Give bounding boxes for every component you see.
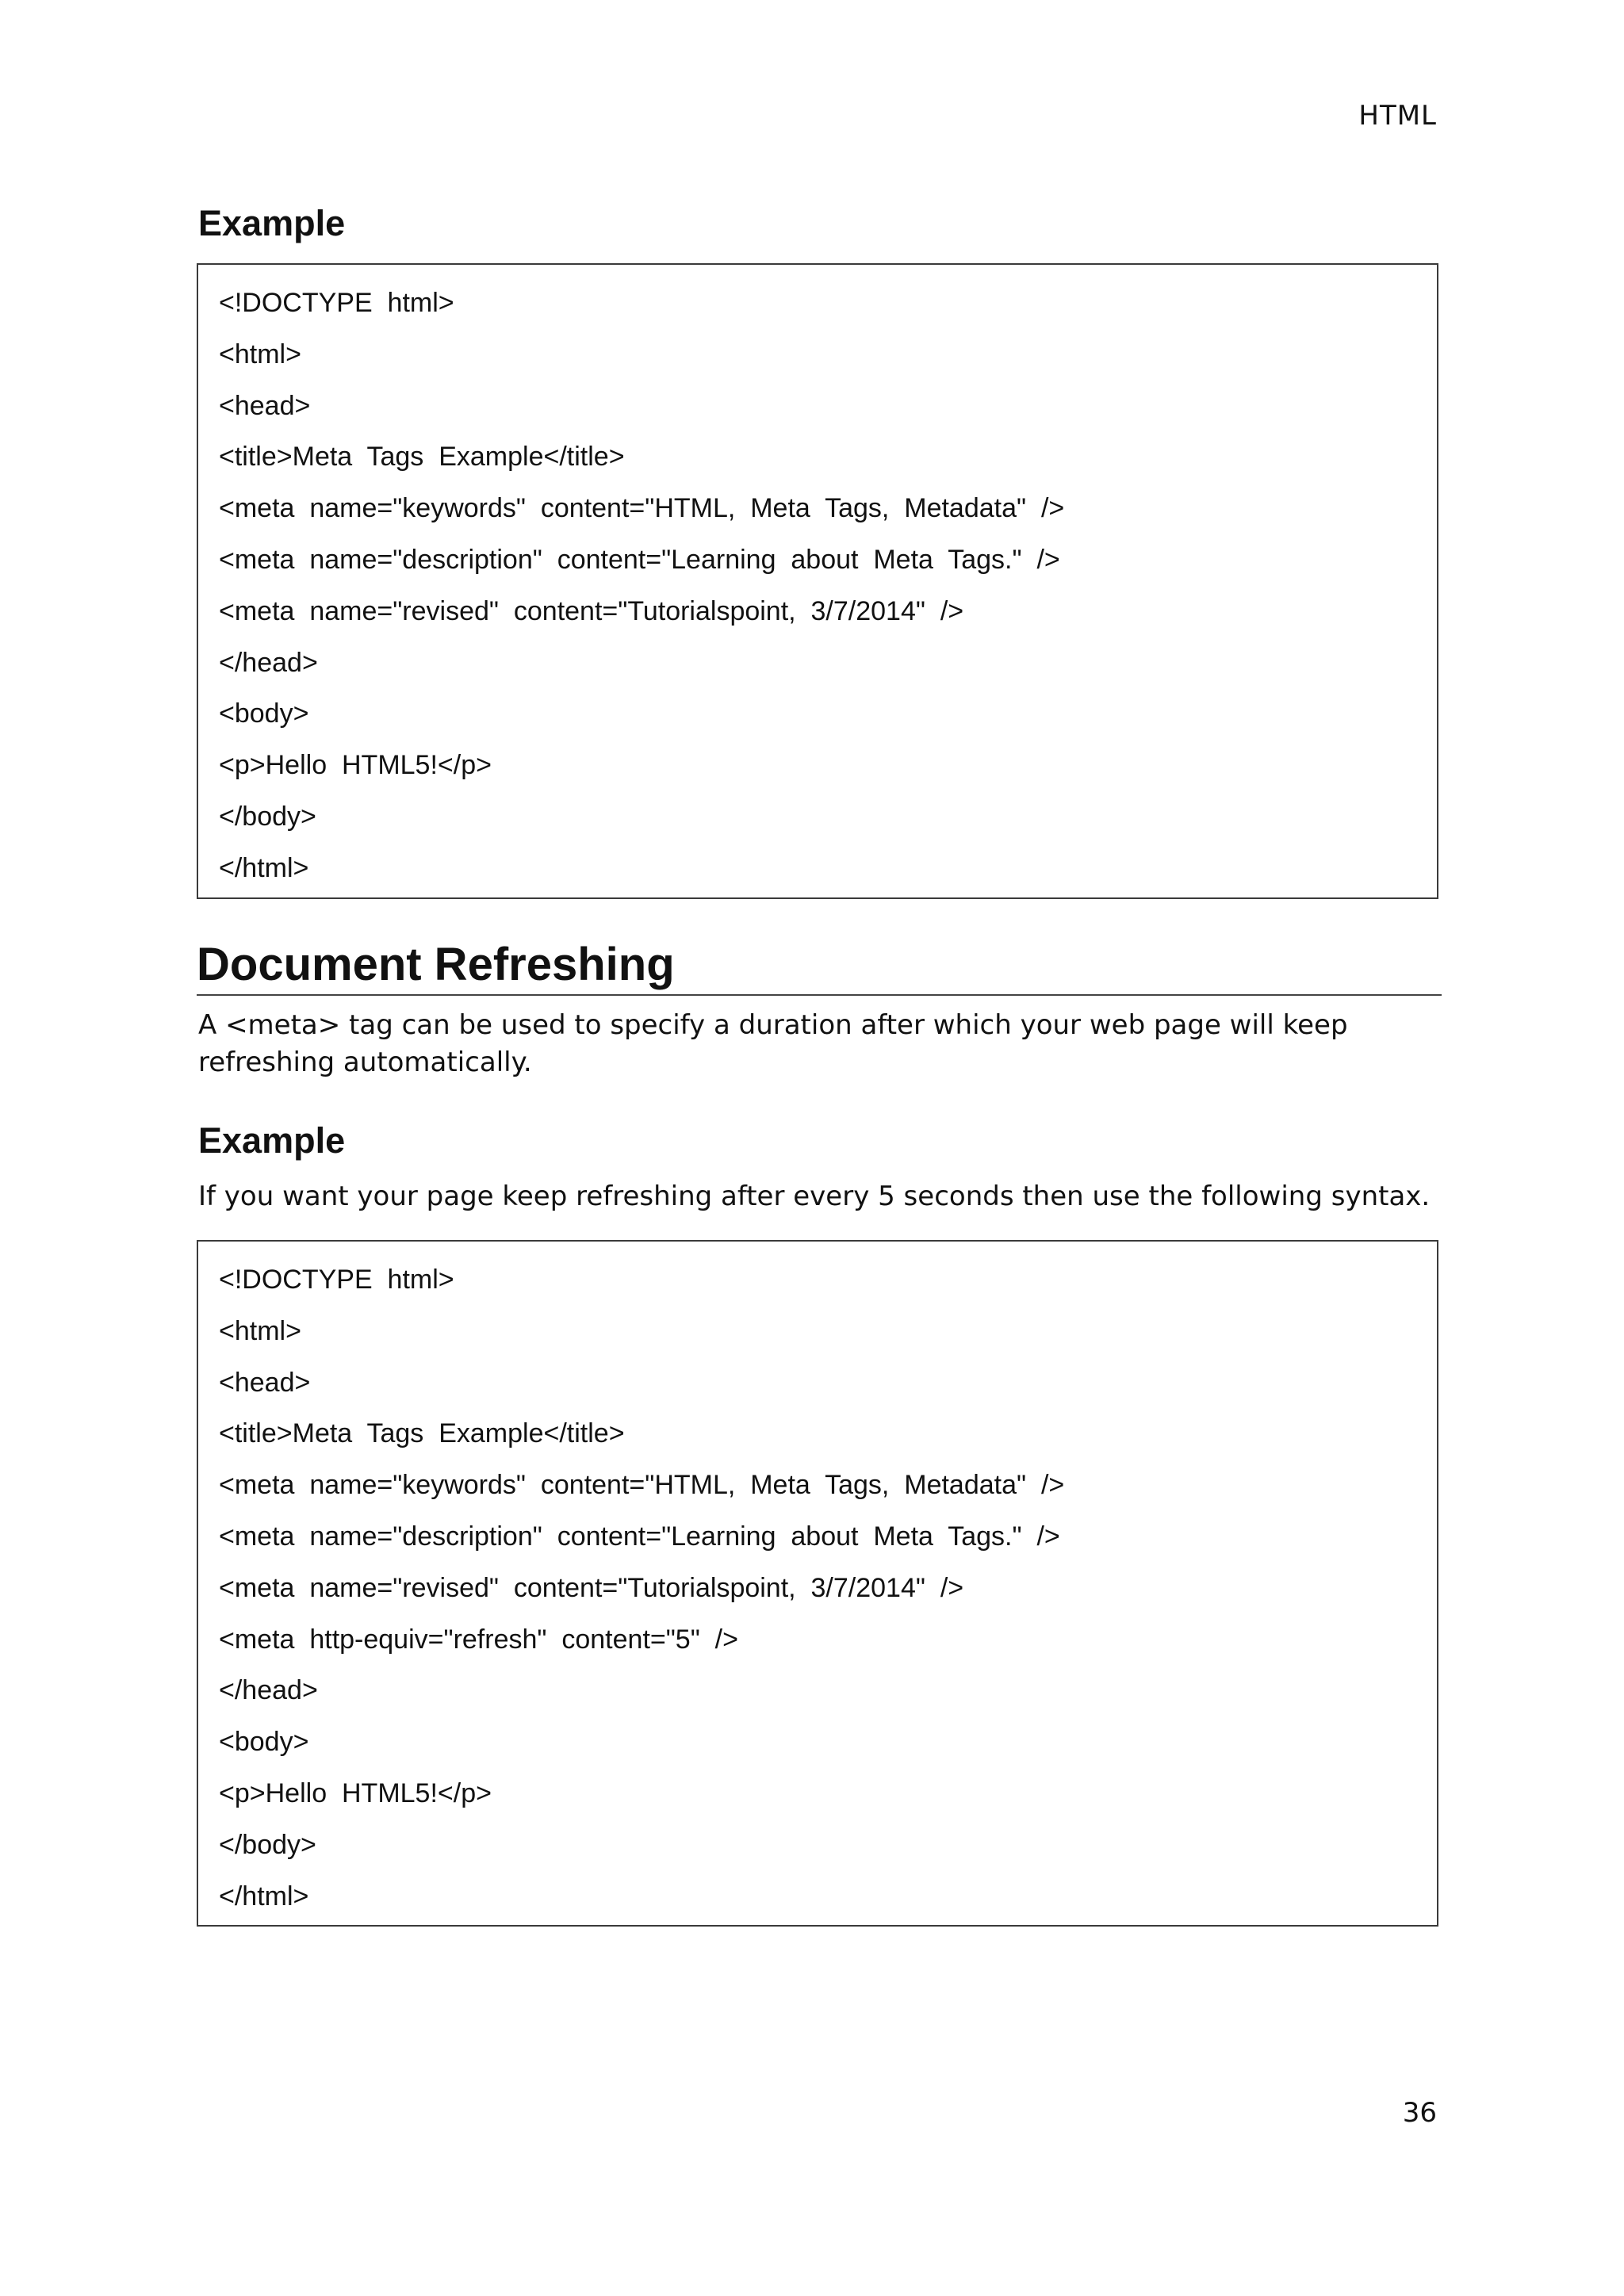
code-line: <meta name="revised" content="Tutorialspoint, 3/7/2014" />: [219, 1572, 964, 1603]
example-intro-text: If you want your page keep refreshing after every 5 seconds then use the following syntax.: [198, 1181, 1431, 1212]
code-line: <title>Meta Tags Example</title>: [219, 1418, 625, 1449]
code-line: <meta name="keywords" content="HTML, Meta Tags, Metadata" />: [219, 1470, 1065, 1501]
code-line: <meta name="keywords" content="HTML, Meta Tags, Metadata" />: [219, 493, 1065, 524]
code-line: <!DOCTYPE html>: [219, 288, 454, 318]
example-heading-2: Example: [198, 1120, 346, 1161]
section-paragraph: A <meta> tag can be used to specify a duration after which your web page will keep refreshing automatically.: [198, 1009, 1348, 1078]
code-line: <p>Hello HTML5!</p>: [219, 1777, 492, 1808]
code-line: </body>: [219, 801, 316, 832]
code-line: <head>: [219, 390, 311, 421]
code-line: <!DOCTYPE html>: [219, 1265, 454, 1295]
code-line: <body>: [219, 1727, 309, 1758]
code-line: </body>: [219, 1829, 316, 1860]
code-line: </html>: [219, 1881, 309, 1911]
code-block-2: [197, 1240, 1438, 1927]
code-line: <meta name="description" content="Learning about Meta Tags." />: [219, 1521, 1060, 1552]
page-number: 36: [1402, 2097, 1437, 2129]
code-line: <p>Hello HTML5!</p>: [219, 750, 492, 781]
code-line: <head>: [219, 1367, 311, 1398]
code-line: <title>Meta Tags Example</title>: [219, 442, 625, 473]
code-line: <html>: [219, 339, 301, 369]
code-block-1: [197, 263, 1438, 899]
code-line: </html>: [219, 852, 309, 883]
code-line: </head>: [219, 647, 318, 678]
running-header: HTML: [1358, 100, 1437, 132]
code-line: <body>: [219, 698, 309, 729]
code-line: <html>: [219, 1315, 301, 1346]
code-line: <meta http-equiv="refresh" content="5" />: [219, 1624, 738, 1655]
code-line: <meta name="revised" content="Tutorialspoint, 3/7/2014" />: [219, 595, 964, 626]
example-heading-1: Example: [198, 203, 346, 243]
code-line: <meta name="description" content="Learning about Meta Tags." />: [219, 544, 1060, 575]
code-line: </head>: [219, 1675, 318, 1706]
section-heading: Document Refreshing: [197, 936, 1442, 996]
